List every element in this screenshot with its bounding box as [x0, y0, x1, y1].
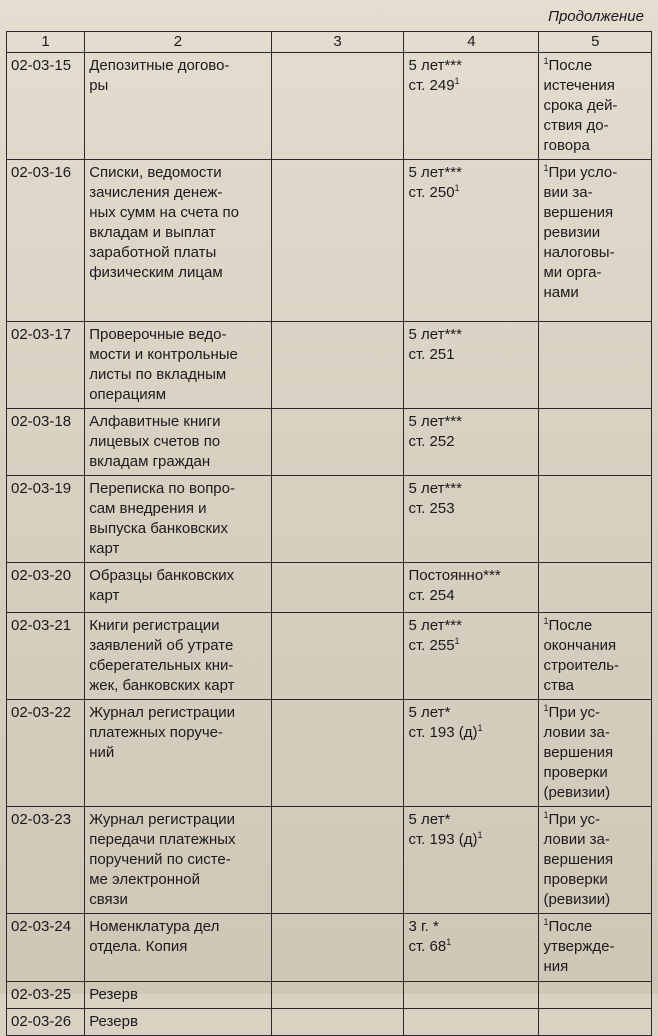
note-cell	[539, 476, 652, 563]
record-title-cell	[85, 409, 271, 476]
record-title-cell	[85, 982, 271, 1009]
note-line: нами	[543, 284, 579, 301]
note-cell	[539, 807, 652, 914]
note-line: окончания	[543, 637, 617, 654]
note-line: говора	[543, 137, 590, 154]
record-title-line: Журнал регистрации	[89, 811, 236, 828]
retention-term: 5 лет***	[408, 326, 462, 343]
note-line: (ревизии)	[543, 784, 611, 801]
retention-cell	[404, 807, 539, 914]
record-code-cell	[7, 982, 85, 1009]
notes-col3-cell	[271, 322, 404, 409]
note-line: ловии за-	[543, 831, 610, 848]
note-line: строитель-	[543, 657, 620, 674]
footnote-mark: 1	[543, 917, 549, 927]
retention-cell	[404, 322, 539, 409]
record-title-line: лицевых счетов по	[89, 433, 221, 450]
record-code: 02-03-21	[11, 617, 72, 634]
footnote-mark: 1	[477, 830, 483, 840]
note-text: После	[548, 57, 593, 74]
note-line: вершения	[543, 851, 614, 868]
retention-cell	[404, 476, 539, 563]
footnote-mark: 1	[543, 810, 549, 820]
record-title-line: Резерв	[89, 986, 138, 1003]
record-code: 02-03-24	[11, 918, 72, 935]
note-line: (ревизии)	[543, 891, 611, 908]
header-row	[7, 32, 652, 53]
note-line: срока дей-	[543, 97, 618, 114]
record-title-line: физическим лицам	[89, 264, 223, 281]
record-code-cell	[7, 53, 85, 160]
note-line: ния	[543, 958, 569, 975]
record-title-line: связи	[89, 891, 128, 908]
record-title-line: зачисления денеж-	[89, 184, 223, 201]
article-ref	[408, 76, 534, 96]
retention-cell	[404, 914, 539, 982]
note-line	[543, 616, 647, 636]
retention-cell	[404, 563, 539, 613]
note-line	[543, 810, 647, 830]
table-row	[7, 807, 652, 914]
article-ref	[408, 183, 534, 203]
article-ref	[408, 499, 534, 519]
notes-col3-cell	[271, 613, 404, 700]
record-title-cell	[85, 476, 271, 563]
table-row	[7, 409, 652, 476]
record-title-line: Депозитные догово-	[89, 57, 230, 74]
note-text: После	[548, 918, 593, 935]
retention-term: Постоянно***	[408, 567, 501, 584]
table-row	[7, 914, 652, 982]
header-col-2: 2	[85, 32, 271, 53]
note-line	[543, 56, 647, 76]
notes-col3-cell	[271, 53, 404, 160]
record-title-cell	[85, 160, 271, 322]
footnote-mark: 1	[543, 56, 549, 66]
record-title-line: вкладам граждан	[89, 453, 211, 470]
retention-term: 3 г. *	[408, 918, 439, 935]
footnote-mark: 1	[454, 183, 460, 193]
header-col-5: 5	[539, 32, 652, 53]
note-line: утвержде-	[543, 938, 615, 955]
table-row	[7, 476, 652, 563]
record-title-cell	[85, 563, 271, 613]
retention-term: 5 лет*	[408, 811, 451, 828]
note-cell	[539, 613, 652, 700]
record-title-line: операциям	[89, 386, 167, 403]
retention-cell	[404, 160, 539, 322]
record-title-line: Проверочные ведо-	[89, 326, 227, 343]
record-title-line: Переписка по вопро-	[89, 480, 235, 497]
note-line: ловии за-	[543, 724, 610, 741]
table-row	[7, 322, 652, 409]
record-title-line: карт	[89, 587, 120, 604]
record-title-line: ме электронной	[89, 871, 201, 888]
record-title-line: Резерв	[89, 1013, 138, 1030]
record-code-cell	[7, 563, 85, 613]
record-title-line: передачи платежных	[89, 831, 236, 848]
note-line	[543, 703, 647, 723]
note-line	[543, 917, 647, 937]
continuation-label: Продолжение	[548, 8, 644, 25]
record-code-cell	[7, 1009, 85, 1036]
record-code-cell	[7, 409, 85, 476]
record-code-cell	[7, 476, 85, 563]
record-code-cell	[7, 613, 85, 700]
note-line: истечения	[543, 77, 615, 94]
note-text: При ус-	[548, 704, 600, 721]
record-title-line: вкладам и выплат	[89, 224, 216, 241]
notes-col3-cell	[271, 982, 404, 1009]
record-title-line: Книги регистрации	[89, 617, 220, 634]
article-text: ст. 253	[408, 500, 455, 517]
footnote-mark: 1	[454, 636, 460, 646]
record-title-line: платежных поруче-	[89, 724, 224, 741]
footnote-mark: 1	[446, 937, 452, 947]
table-row	[7, 982, 652, 1009]
record-title-line: Списки, ведомости	[89, 164, 222, 181]
record-title-line: ний	[89, 744, 115, 761]
retention-term: 5 лет***	[408, 57, 462, 74]
record-title-line: сам внедрения и	[89, 500, 207, 517]
note-line: вершения	[543, 744, 614, 761]
record-code-cell	[7, 700, 85, 807]
record-title-cell	[85, 53, 271, 160]
record-code: 02-03-19	[11, 480, 72, 497]
note-cell	[539, 700, 652, 807]
header-col-1: 1	[7, 32, 85, 53]
notes-col3-cell	[271, 563, 404, 613]
footnote-mark: 1	[543, 163, 549, 173]
record-code-cell	[7, 160, 85, 322]
note-line: ревизии	[543, 224, 601, 241]
note-line: проверки	[543, 764, 608, 781]
article-text: ст. 249	[408, 77, 455, 94]
table-row	[7, 53, 652, 160]
article-ref	[408, 432, 534, 452]
retention-term: 5 лет***	[408, 617, 462, 634]
record-title-line: листы по вкладным	[89, 366, 227, 383]
retention-cell	[404, 1009, 539, 1036]
retention-cell	[404, 982, 539, 1009]
table-row	[7, 1009, 652, 1036]
note-line	[543, 163, 647, 183]
record-title-line: поручений по систе-	[89, 851, 231, 868]
record-code: 02-03-25	[11, 986, 72, 1003]
retention-term: 5 лет***	[408, 164, 462, 181]
note-line: ства	[543, 677, 574, 694]
notes-col3-cell	[271, 914, 404, 982]
article-text: ст. 251	[408, 346, 455, 363]
note-text: При усло-	[548, 164, 618, 181]
retention-cell	[404, 700, 539, 807]
note-cell	[539, 982, 652, 1009]
retention-cell	[404, 53, 539, 160]
record-title-line: карт	[89, 540, 120, 557]
retention-term: 5 лет***	[408, 480, 462, 497]
notes-col3-cell	[271, 700, 404, 807]
record-title-line: отдела. Копия	[89, 938, 188, 955]
note-cell	[539, 914, 652, 982]
footnote-mark: 1	[543, 616, 549, 626]
note-line: проверки	[543, 871, 608, 888]
record-code: 02-03-22	[11, 704, 72, 721]
notes-col3-cell	[271, 409, 404, 476]
footnote-mark: 1	[543, 703, 549, 713]
article-ref	[408, 586, 534, 606]
record-code: 02-03-17	[11, 326, 72, 343]
note-cell	[539, 53, 652, 160]
article-text: ст. 193 (д)	[408, 831, 478, 848]
note-cell	[539, 409, 652, 476]
record-code: 02-03-18	[11, 413, 72, 430]
footnote-mark: 1	[454, 76, 460, 86]
record-code: 02-03-20	[11, 567, 72, 584]
record-title-line: сберегательных кни-	[89, 657, 234, 674]
article-text: ст. 255	[408, 637, 455, 654]
table-row	[7, 563, 652, 613]
header-col-3: 3	[271, 32, 404, 53]
note-cell	[539, 322, 652, 409]
article-text: ст. 250	[408, 184, 455, 201]
record-title-line: заявлений об утрате	[89, 637, 234, 654]
record-code-cell	[7, 807, 85, 914]
article-ref	[408, 723, 534, 743]
note-cell	[539, 160, 652, 322]
note-line: вии за-	[543, 184, 593, 201]
record-code: 02-03-15	[11, 57, 72, 74]
records-table	[6, 31, 652, 1036]
article-ref	[408, 345, 534, 365]
record-title-line: Журнал регистрации	[89, 704, 236, 721]
retention-cell	[404, 409, 539, 476]
record-title-cell	[85, 700, 271, 807]
note-cell	[539, 563, 652, 613]
note-cell	[539, 1009, 652, 1036]
retention-term: 5 лет***	[408, 413, 462, 430]
notes-col3-cell	[271, 160, 404, 322]
record-title-cell	[85, 1009, 271, 1036]
note-line: налоговы-	[543, 244, 615, 261]
footnote-mark: 1	[477, 723, 483, 733]
article-text: ст. 254	[408, 587, 455, 604]
note-line: ствия до-	[543, 117, 609, 134]
record-title-line: Алфавитные книги	[89, 413, 221, 430]
retention-term: 5 лет*	[408, 704, 451, 721]
record-title-cell	[85, 613, 271, 700]
note-text: При ус-	[548, 811, 600, 828]
record-title-cell	[85, 807, 271, 914]
header-col-4: 4	[404, 32, 539, 53]
record-code-cell	[7, 322, 85, 409]
record-title-cell	[85, 322, 271, 409]
notes-col3-cell	[271, 807, 404, 914]
record-title-line: заработной платы	[89, 244, 217, 261]
article-ref	[408, 636, 534, 656]
record-title-line: выпуска банковских	[89, 520, 228, 537]
notes-col3-cell	[271, 476, 404, 563]
article-ref	[408, 937, 534, 957]
record-title-line: ры	[89, 77, 109, 94]
record-title-cell	[85, 914, 271, 982]
article-text: ст. 252	[408, 433, 455, 450]
note-line: вершения	[543, 204, 614, 221]
record-title-line: жек, банковских карт	[89, 677, 235, 694]
record-code-cell	[7, 914, 85, 982]
record-title-line: мости и контрольные	[89, 346, 238, 363]
record-code: 02-03-16	[11, 164, 72, 181]
record-title-line: ных сумм на счета по	[89, 204, 240, 221]
article-ref	[408, 830, 534, 850]
note-text: После	[548, 617, 593, 634]
table-row	[7, 700, 652, 807]
article-text: ст. 68	[408, 938, 447, 955]
record-code: 02-03-23	[11, 811, 72, 828]
record-title-line: Образцы банковских	[89, 567, 235, 584]
notes-col3-cell	[271, 1009, 404, 1036]
table-row	[7, 613, 652, 700]
record-code: 02-03-26	[11, 1013, 72, 1030]
table-row	[7, 160, 652, 322]
article-text: ст. 193 (д)	[408, 724, 478, 741]
retention-cell	[404, 613, 539, 700]
record-title-line: Номенклатура дел	[89, 918, 220, 935]
note-line: ми орга-	[543, 264, 602, 281]
